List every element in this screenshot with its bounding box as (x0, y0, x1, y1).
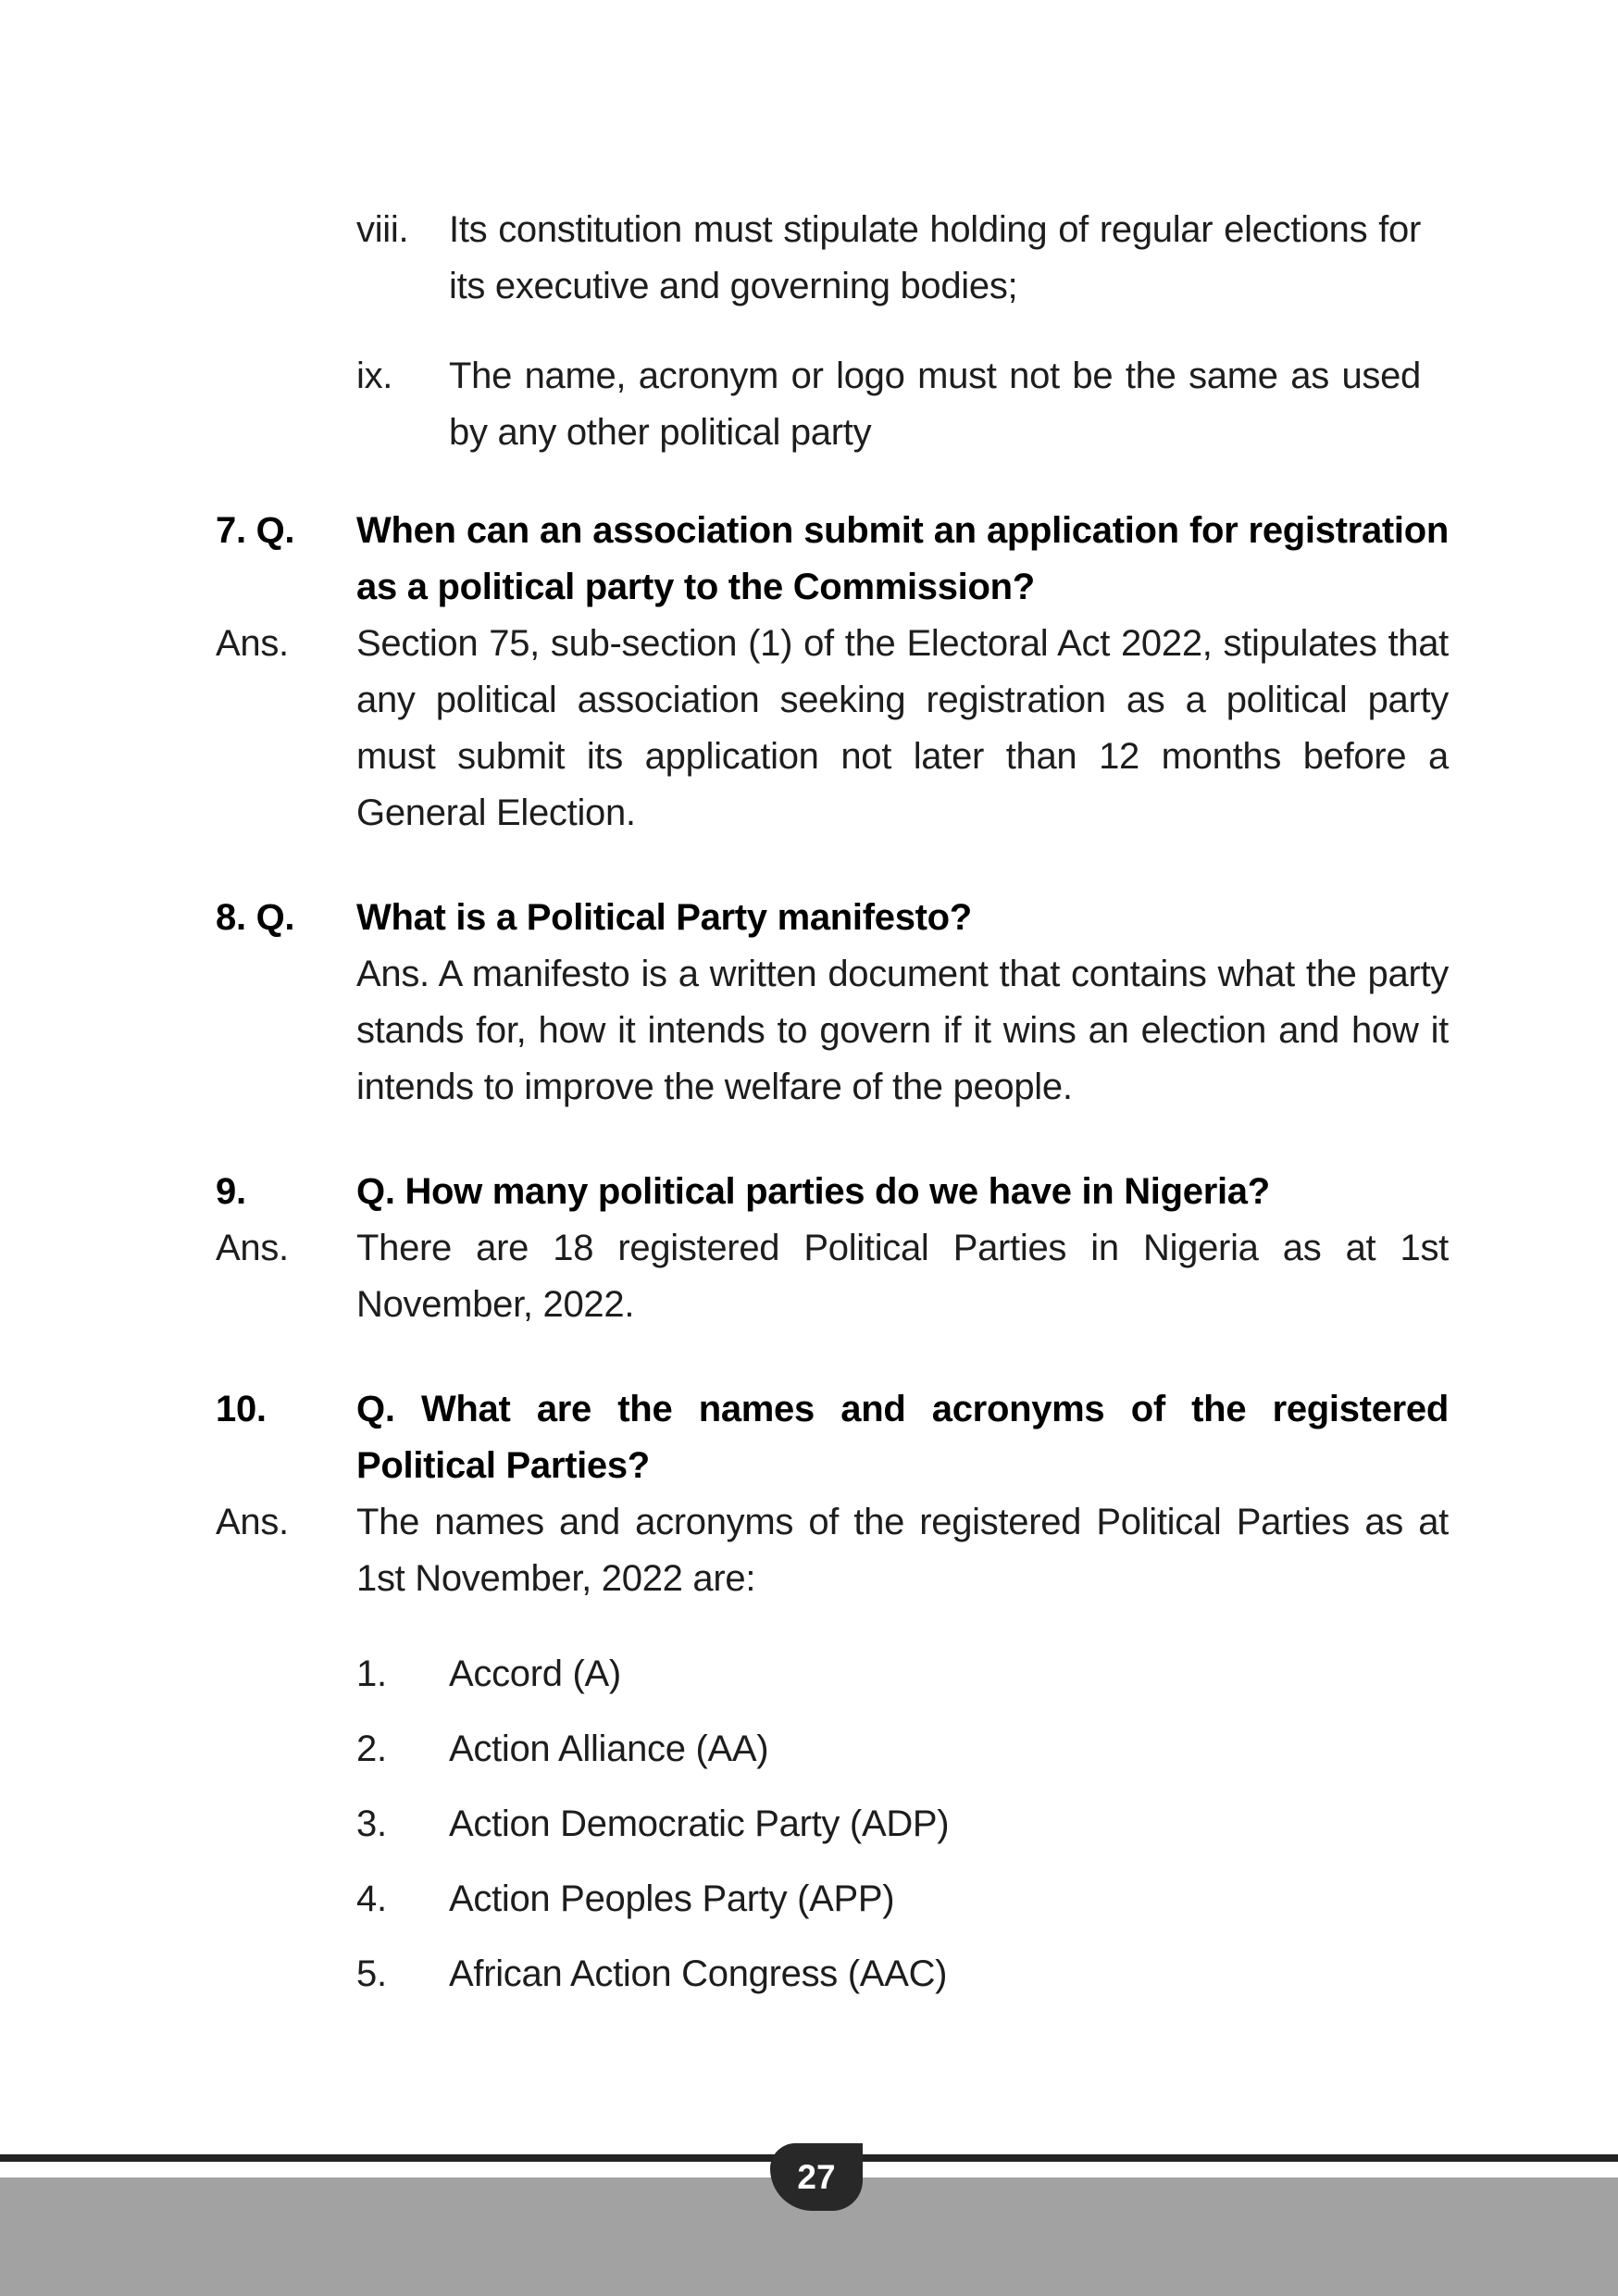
answer-text: There are 18 registered Political Parties in Nigeria as at 1st November, 2022. (356, 1228, 1449, 1325)
roman-numeral-label: ix. (356, 356, 393, 396)
question-row (216, 503, 1449, 616)
answer-row (216, 616, 1449, 842)
answer-label: Ans. (216, 623, 289, 664)
party-name: Accord (A) (449, 1653, 621, 1694)
qa-section-7 (216, 503, 1449, 842)
party-name: Action Democratic Party (ADP) (449, 1803, 950, 1844)
question-number: 10. (216, 1389, 267, 1429)
question-text: What is a Political Party manifesto? (356, 897, 972, 938)
party-name: Action Alliance (AA) (449, 1728, 769, 1769)
question-number: 8. Q. (216, 897, 295, 938)
answer-label: Ans. (216, 1228, 289, 1268)
party-name: Action Peoples Party (APP) (449, 1878, 895, 1919)
question-text: When can an association submit an application for registration as a political party to the Commission? (356, 510, 1449, 607)
party-list-item (356, 1796, 1449, 1853)
roman-list-item (356, 348, 1449, 461)
question-row (216, 1381, 1449, 1494)
party-number: 5. (356, 1953, 387, 1994)
roman-numeral-label: viii. (356, 209, 409, 250)
page-number: 27 (797, 2157, 836, 2196)
page-number-badge (770, 2143, 863, 2211)
question-row (216, 1164, 1449, 1220)
answer-row (216, 946, 1449, 1116)
roman-item-text: The name, acronym or logo must not be the same as used by any other political party (449, 356, 1421, 453)
question-text: Q. How many political parties do we have in Nigeria? (356, 1171, 1270, 1212)
party-list-item (356, 1646, 1449, 1703)
party-list (356, 1646, 1449, 2003)
answer-text: Section 75, sub-section (1) of the Electoral Act 2022, stipulates that any political association seeking registration as a political party must submit its application not later than 12 months before a General Election. (356, 623, 1449, 833)
roman-item-text: Its constitution must stipulate holding of regular elections for its executive and governing bodies; (449, 209, 1421, 306)
qa-section-9 (216, 1164, 1449, 1333)
answer-row (216, 1494, 1449, 1607)
party-number: 2. (356, 1728, 387, 1769)
party-name: African Action Congress (AAC) (449, 1953, 948, 1994)
question-number: 9. (216, 1171, 246, 1212)
qa-section-10 (216, 1381, 1449, 2003)
party-number: 3. (356, 1803, 387, 1844)
answer-text: The names and acronyms of the registered Political Parties as at 1st November, 2022 are: (356, 1502, 1449, 1599)
answer-text: Ans. A manifesto is a written document that contains what the party stands for, how it intends to govern if it wins an election and how it intends to improve the welfare of the people. (356, 954, 1449, 1107)
answer-row (216, 1220, 1449, 1333)
party-list-item (356, 1946, 1449, 2003)
question-number: 7. Q. (216, 510, 295, 551)
party-number: 1. (356, 1653, 387, 1694)
page-content (216, 202, 1449, 2041)
party-list-item (356, 1721, 1449, 1778)
qa-section-8 (216, 890, 1449, 1116)
party-list-item (356, 1871, 1449, 1928)
roman-list-item (356, 202, 1449, 315)
answer-label: Ans. (216, 1502, 289, 1542)
question-text: Q. What are the names and acronyms of the registered Political Parties? (356, 1389, 1449, 1486)
party-number: 4. (356, 1878, 387, 1919)
question-row (216, 890, 1449, 946)
